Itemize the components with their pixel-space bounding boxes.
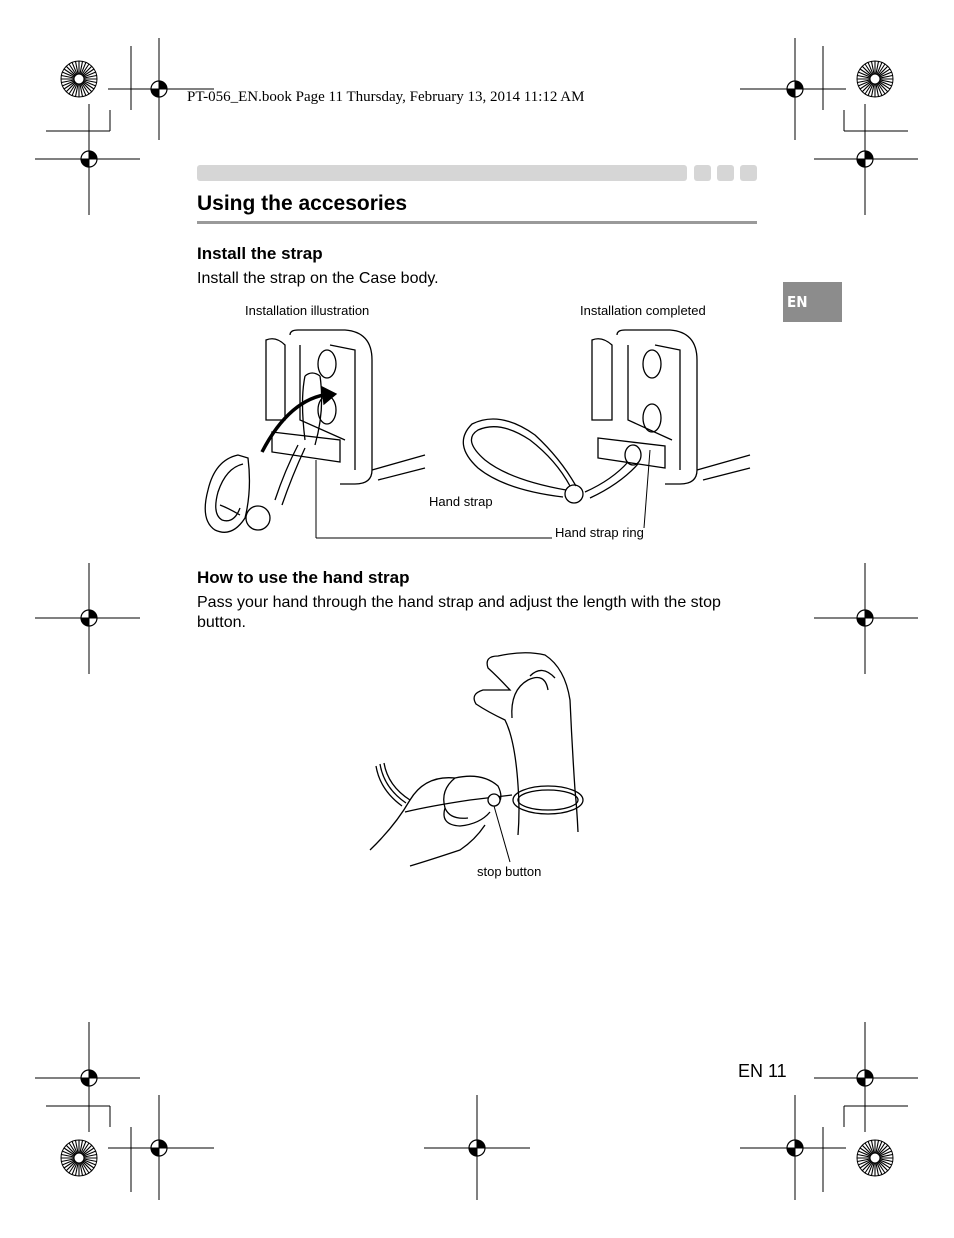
title-rule [197,221,757,224]
print-header: PT-056_EN.book Page 11 Thursday, February 13, 2014 11:12 AM [187,89,585,105]
label-stop-button: stop button [477,864,542,879]
caption-installation-completed: Installation completed [580,303,706,318]
section-bar-square [694,165,711,181]
usage-text: Pass your hand through the hand strap and adjust the length with the stop button. [197,594,721,631]
registration-cross-icon [76,605,102,631]
caption-installation-illustration: Installation illustration [245,303,370,318]
registration-cross-icon [782,76,808,102]
registration-cross-icon [146,1135,172,1161]
registration-cross-icon [782,1135,808,1161]
install-text: Install the strap on the Case body. [197,270,439,287]
installation-completed-illustration [463,330,750,528]
registration-star-icon [61,1140,97,1176]
registration-star-icon [61,61,97,97]
registration-cross-icon [852,1065,878,1091]
language-tab: EN [783,282,842,322]
usage-heading: How to use the hand strap [197,568,410,587]
registration-cross-icon [852,146,878,172]
section-bar-square [740,165,757,181]
page-number: EN 11 [738,1061,787,1081]
registration-cross-icon [146,76,172,102]
label-hand-strap: Hand strap [429,494,493,509]
section-bar-square [717,165,734,181]
installation-illustration [205,330,552,538]
registration-cross-icon [76,146,102,172]
hand-strap-usage-illustration [370,653,583,866]
section-bar [197,165,687,181]
registration-cross-icon [76,1065,102,1091]
label-hand-strap-ring: Hand strap ring [555,525,644,540]
install-heading: Install the strap [197,244,323,263]
registration-cross-icon [464,1135,490,1161]
registration-star-icon [857,61,893,97]
registration-star-icon [857,1140,893,1176]
section-title: Using the accesories [197,192,408,215]
registration-cross-icon [852,605,878,631]
